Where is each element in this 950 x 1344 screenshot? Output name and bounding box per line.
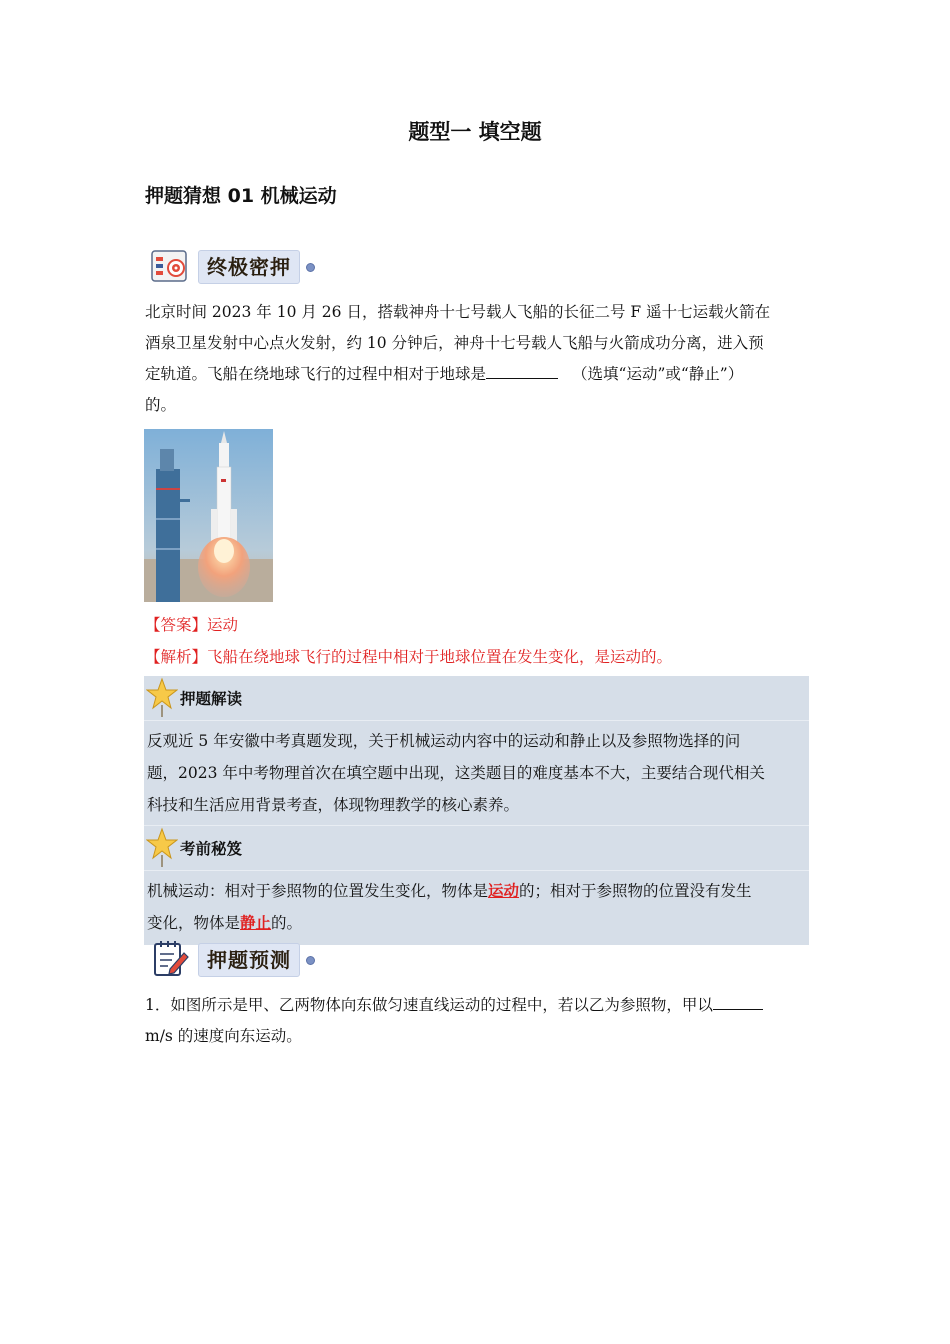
analysis-tag: 【解析】	[145, 648, 208, 666]
answer-line	[145, 610, 238, 641]
section-title: 押题猜想 01 机械运动	[145, 185, 337, 207]
page-title: 题型一 填空题	[408, 120, 542, 144]
tips-heading: 考前秘笈	[180, 840, 243, 858]
tips-header	[144, 825, 809, 870]
question-line	[145, 990, 810, 1021]
answer-tag: 【答案】	[145, 616, 208, 634]
highlight-moving: 运动	[488, 881, 520, 900]
question-line: 的。	[145, 396, 177, 414]
banner-label: 押题预测	[198, 943, 300, 977]
tips-text-part: 的；相对于参照物的位置没有发生	[519, 882, 752, 900]
tips-text	[144, 870, 809, 945]
tips-line	[147, 875, 805, 907]
answer-blank[interactable]	[486, 360, 558, 379]
answer-blank[interactable]	[713, 991, 763, 1010]
question-line: 酒泉卫星发射中心点火发射，约 10 分钟后，神舟十七号载人飞船与火箭成功分离，进入预	[145, 334, 764, 352]
target-card-icon	[150, 248, 190, 286]
question-text: 定轨道。飞船在绕地球飞行的过程中相对于地球是	[145, 365, 487, 383]
tips-line	[147, 907, 805, 939]
analysis-line	[145, 642, 672, 673]
answer-text: 运动	[207, 616, 239, 634]
interpretation-line: 反观近 5 年安徽中考真题发现，关于机械运动内容中的运动和静止以及参照物选择的问	[147, 732, 741, 750]
question-line	[145, 359, 810, 390]
banner-dot	[306, 956, 315, 965]
banner-dot	[306, 263, 315, 272]
star-icon	[146, 827, 178, 869]
interpretation-line: 科技和生活应用背景考查，体现物理教学的核心素养。	[147, 796, 520, 814]
question-line: 北京时间 2023 年 10 月 26 日，搭载神舟十七号载人飞船的长征二号 F 遥十七运载火箭在	[145, 303, 771, 321]
question-text: （选填“运动”或“静止”）	[572, 365, 744, 383]
banner-prediction	[150, 939, 350, 979]
notepad-pen-icon	[152, 939, 190, 979]
banner-final-prediction	[150, 246, 350, 286]
question-main	[145, 297, 810, 421]
question-1	[145, 990, 810, 1052]
interpretation-box	[144, 676, 809, 945]
banner-label: 终极密押	[198, 250, 300, 284]
interpretation-header	[144, 676, 809, 720]
star-icon	[146, 677, 178, 719]
tips-text-part: 变化，物体是	[147, 914, 241, 932]
question-text: 1．如图所示是甲、乙两物体向东做匀速直线运动的过程中，若以乙为参照物，甲以	[145, 996, 713, 1014]
interpretation-line: 题，2023 年中考物理首次在填空题中出现，这类题目的难度基本不大，主要结合现代相关	[147, 764, 765, 782]
tips-text-part: 机械运动：相对于参照物的位置发生变化，物体是	[147, 882, 489, 900]
question-line: m/s 的速度向东运动。	[145, 1027, 302, 1045]
tips-text-part: 的。	[271, 914, 303, 932]
rocket-launch-photo	[144, 429, 273, 602]
highlight-static: 静止	[240, 913, 272, 932]
interpretation-text	[144, 720, 809, 825]
interpretation-heading: 押题解读	[180, 690, 243, 708]
analysis-text: 飞船在绕地球飞行的过程中相对于地球位置在发生变化，是运动的。	[207, 648, 673, 666]
